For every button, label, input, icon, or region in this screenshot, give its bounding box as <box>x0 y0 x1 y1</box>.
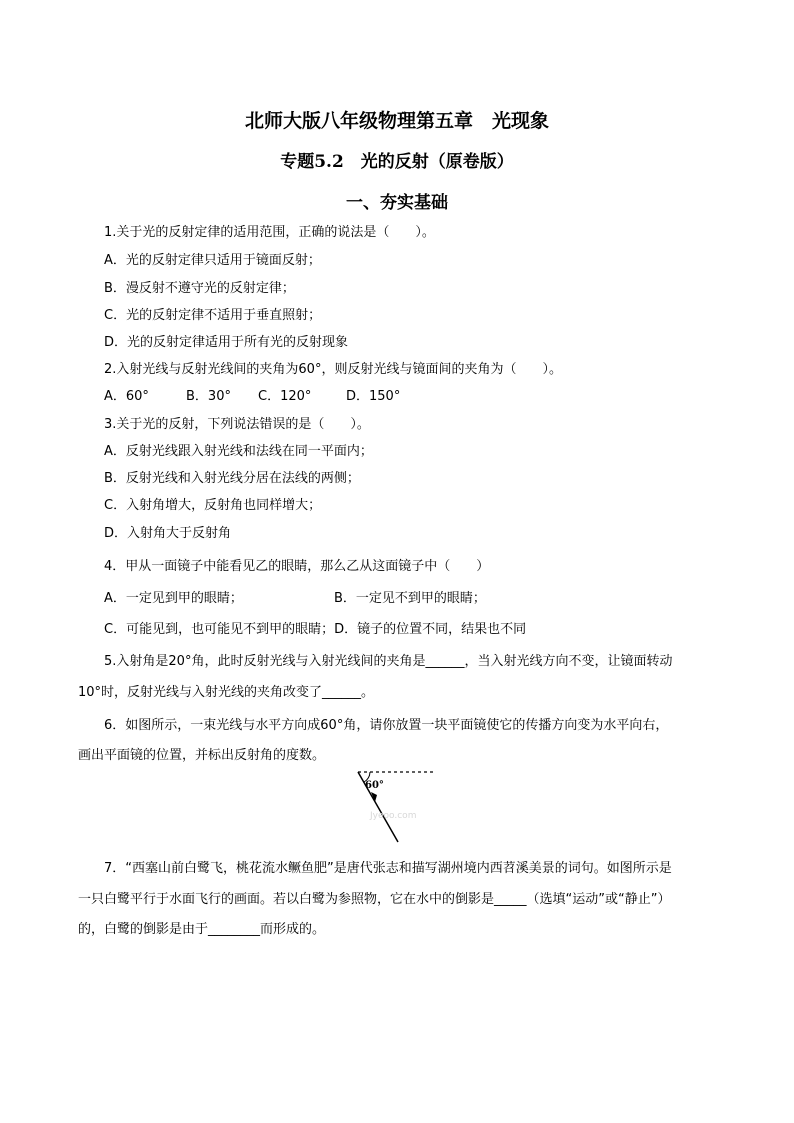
q1-option-b: B．漫反射不遵守光的反射定律； <box>104 281 295 296</box>
q5-line-2: 10°时，反射光线与入射光线的夹角改变了______。 <box>78 685 375 700</box>
angle-label: 60° <box>365 780 384 791</box>
watermark: Jyeoo.com <box>370 811 417 821</box>
q2-option-b: B．30° <box>186 389 231 404</box>
q3-option-d: D．入射角大于反射角 <box>104 526 232 541</box>
q2-option-a: A．60° <box>104 389 149 404</box>
q5-line-1: 5.入射角是20°角，此时反射光线与入射光线间的夹角是______，当入射光线方向不变，让镜面转动 <box>104 654 673 669</box>
q3-option-a: A．反射光线跟入射光线和法线在同一平面内； <box>104 444 373 459</box>
q3-stem: 3.关于光的反射，下列说法错误的是（ ）。 <box>104 417 370 432</box>
q7-line-3: 的，白鹭的倒影是由于________而形成的。 <box>78 922 326 937</box>
q3-option-b: B．反射光线和入射光线分居在法线的两侧； <box>104 471 360 486</box>
section-heading: 一、夯实基础 <box>346 193 448 213</box>
light-ray-figure <box>350 768 440 846</box>
q7-line-1: 7．“西塞山前白鹭飞，桃花流水鳜鱼肥”是唐代张志和描写湖州境内西苕溪美景的词句。如图所示是 <box>104 861 672 876</box>
q1-option-c: C．光的反射定律不适用于垂直照射； <box>104 308 322 323</box>
q4-option-cd: C．可能见到，也可能见不到甲的眼睛；D．镜子的位置不同，结果也不同 <box>104 622 527 637</box>
q6-line-2: 画出平面镜的位置，并标出反射角的度数。 <box>78 748 326 763</box>
q3-option-c: C．入射角增大，反射角也同样增大； <box>104 498 322 513</box>
q4-option-b: B．一定见不到甲的眼睛； <box>334 591 486 606</box>
q1-stem: 1.关于光的反射定律的适用范围，正确的说法是（ ）。 <box>104 225 435 240</box>
q2-stem: 2.入射光线与反射光线间的夹角为60°，则反射光线与镜面间的夹角为（ ）。 <box>104 362 562 377</box>
doc-title: 北师大版八年级物理第五章 光现象 <box>244 110 549 132</box>
q7-line-2: 一只白鹭平行于水面飞行的画面。若以白鹭为参照物，它在水中的倒影是_____（选填“运动”或“静止”） <box>78 892 671 907</box>
q2-option-c: C．120° <box>258 389 312 404</box>
q1-option-a: A．光的反射定律只适用于镜面反射； <box>104 253 321 268</box>
q4-option-a: A．一定见到甲的眼睛； <box>104 591 243 606</box>
q4-stem: 4．甲从一面镜子中能看见乙的眼睛，那么乙从这面镜子中（ ） <box>104 559 490 574</box>
doc-subtitle: 专题5.2 光的反射（原卷版） <box>280 152 514 172</box>
q1-option-d: D．光的反射定律适用于所有光的反射现象 <box>104 335 349 350</box>
q2-option-d: D．150° <box>346 389 401 404</box>
q6-line-1: 6．如图所示，一束光线与水平方向成60°角，请你放置一块平面镜使它的传播方向变为水平向右， <box>104 718 669 733</box>
